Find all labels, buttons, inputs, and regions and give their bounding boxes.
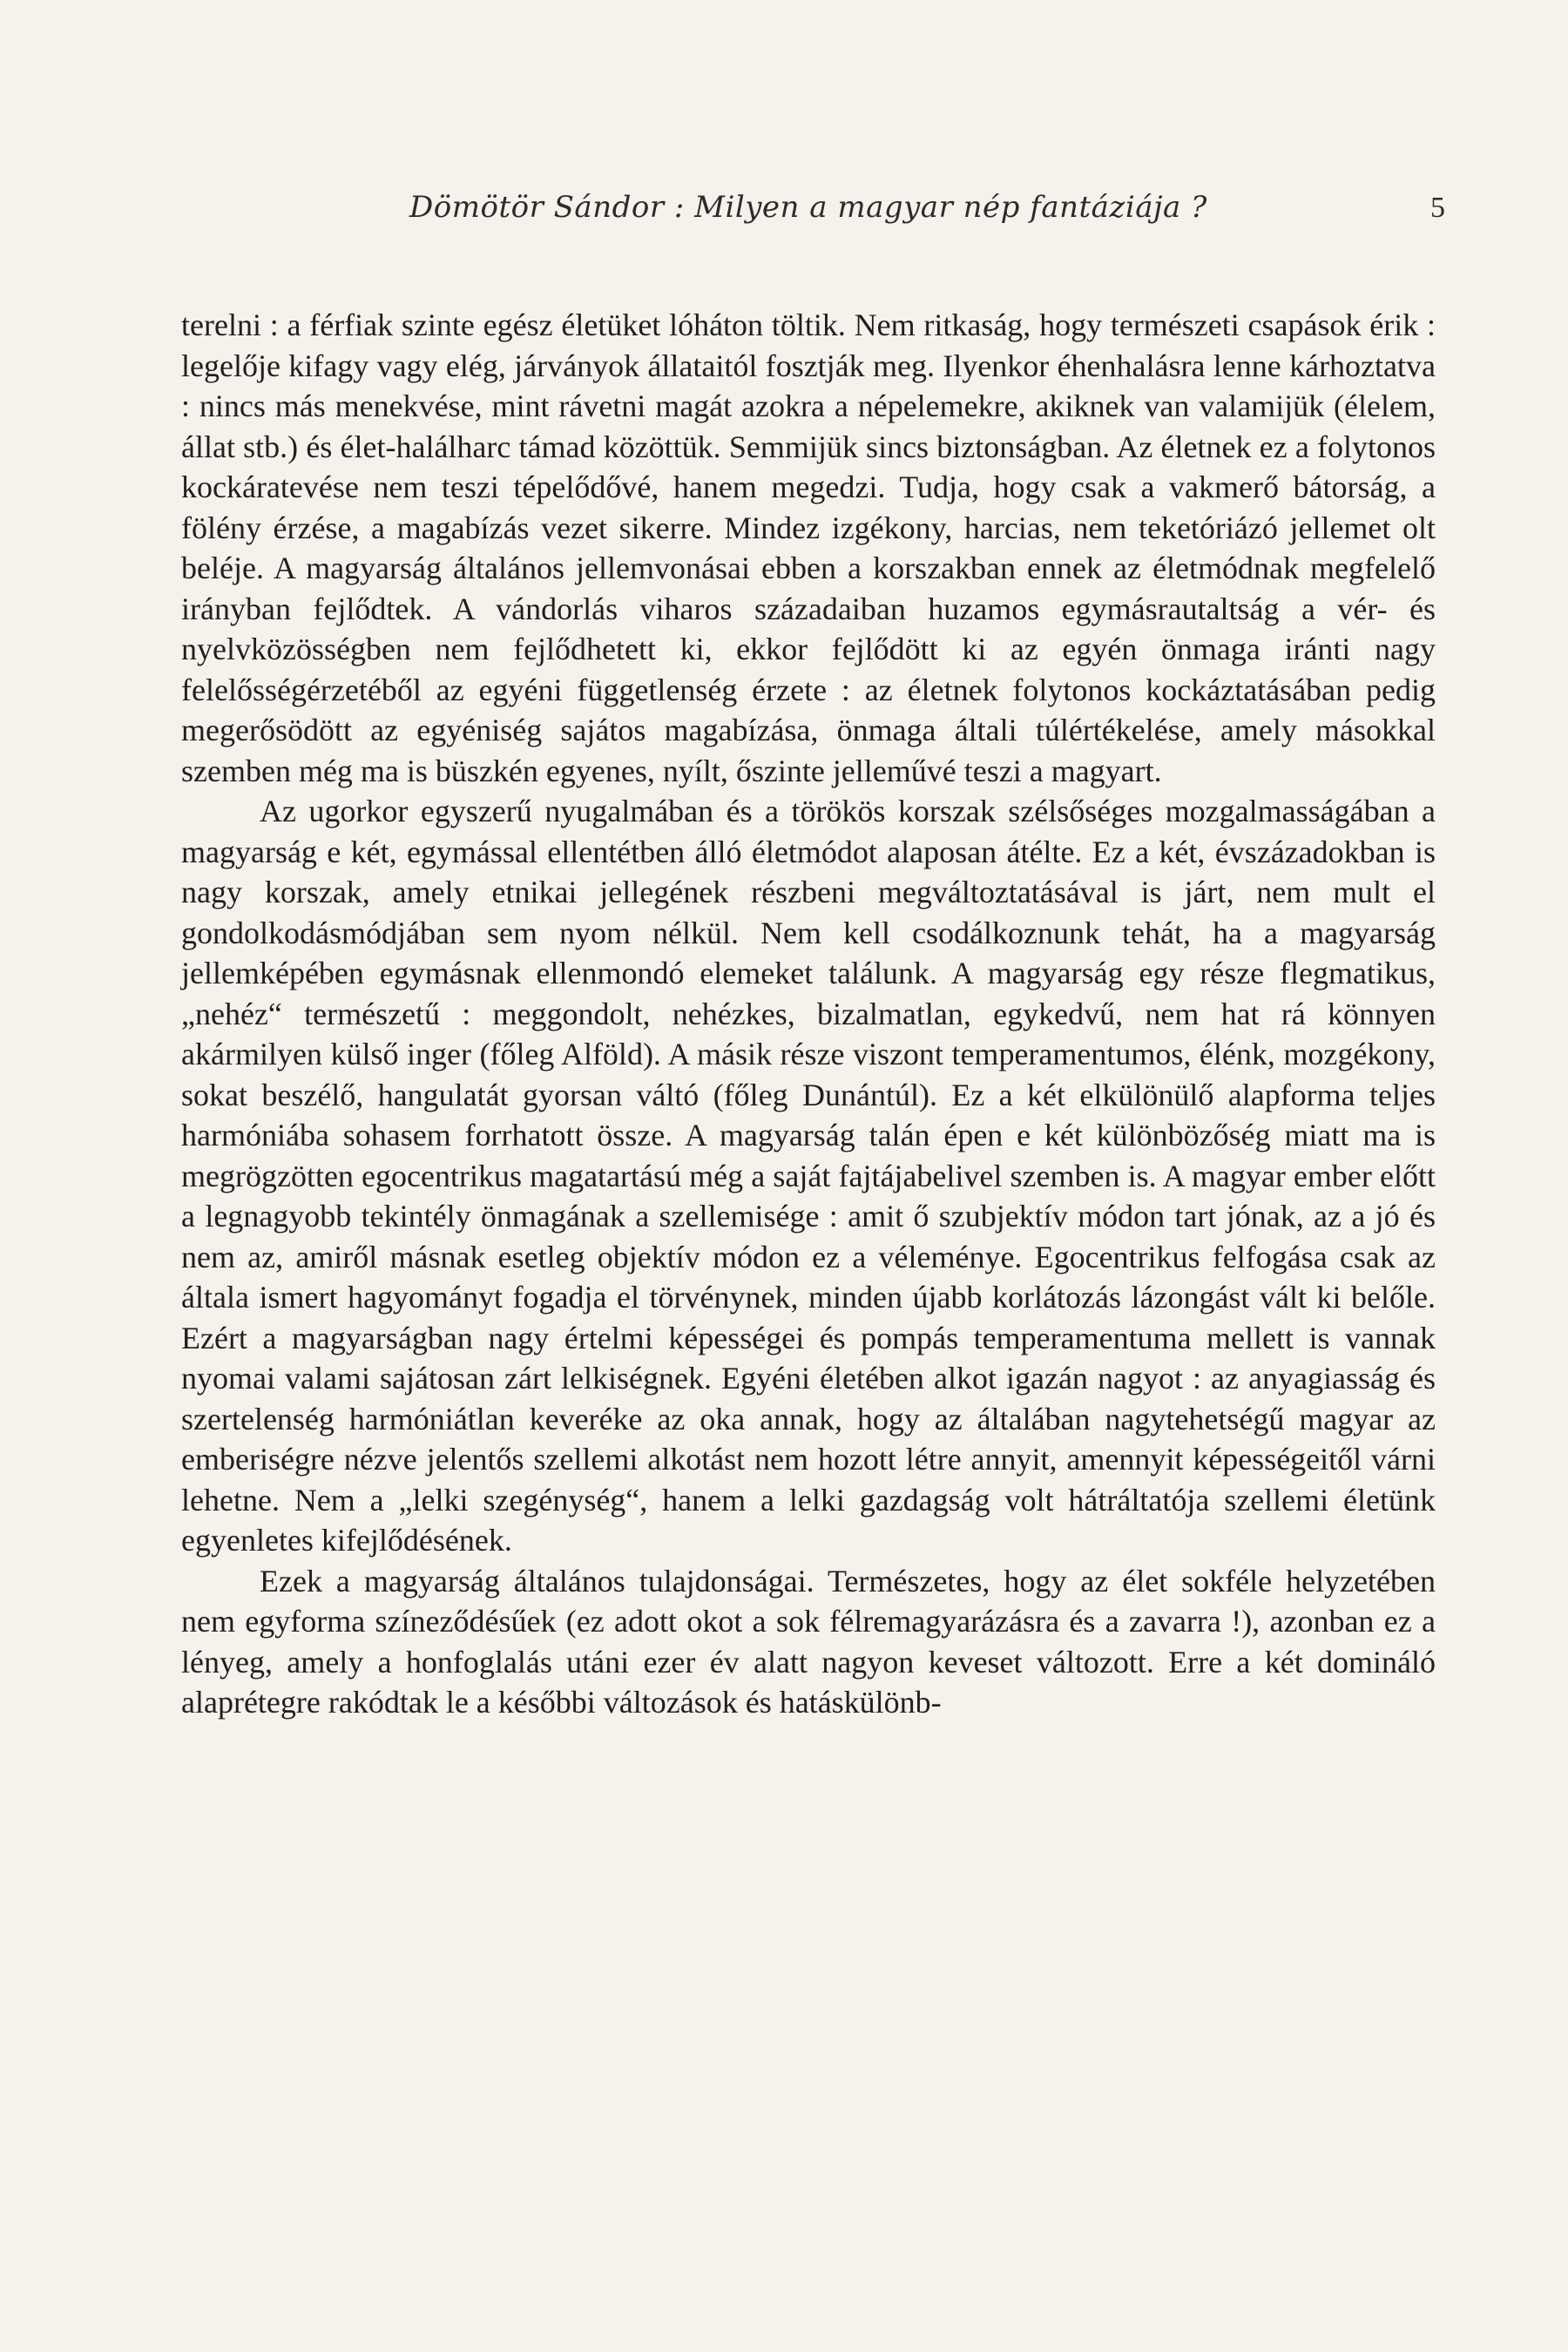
paragraph-1: terelni : a férfiak szinte egész életüket lóháton töltik. Nem ritkaság, hogy természeti csapások érik : legelője kifagy vagy elég, járványok állataitól fosztják meg. Ilyenkor éhenhalásra lenne kárhoztatva : nincs más menekvése, mint rávetni magát azokra a népelemekre, akiknek van valamijük (élelem, állat stb.) és élet-halálharc támad közöttük. Semmijük sincs biztonságban. Az életnek ez a folytonos kockáratevése nem teszi tépelődővé, hanem megedzi. Tudja, hogy csak a vakmerő bátorság, a fölény érzése, a magabízás vezet sikerre. Mindez izgékony, harcias, nem teketóriázó jellemet olt beléje. A magyarság általános jellemvonásai ebben a korszakban ennek az életmódnak megfelelő irányban fejlődtek. A vándorlás viharos századaiban huzamos egymásrautaltság a vér- és nyelvközösségben nem fejlődhetett ki, ekkor fejlődött ki az egyén önmaga iránti nagy felelősségérzetéből az egyéni függetlenség érzete : az életnek folytonos kockáztatásában pedig megerősödött az egyéniség sajátos magabízása, önmaga általi túlértékelése, amely másokkal szemben még ma is büszkén egyenes, nyílt, őszinte jelleművé teszi a magyart.: [181, 308, 1436, 788]
paragraph-2: Az ugorkor egyszerű nyugalmában és a törökös korszak szélsőséges mozgalmasságában a magyarság e két, egymással ellentétben álló életmódot alaposan átélte. Ez a két, évszázadokban is nagy korszak, amely etnikai jellegének részbeni megváltoztatásával is járt, nem mult el gondolkodásmódjában sem nyom nélkül. Nem kell csodálkoznunk tehát, ha a magyarság jellemképében egymásnak ellenmondó elemeket találunk. A magyarság egy része flegmatikus, „nehéz“ természetű : meggondolt, nehézkes, bizalmatlan, egykedvű, nem hat rá könnyen akármilyen külső inger (főleg Alföld). A másik része viszont temperamentumos, élénk, mozgékony, sokat beszélő, hangulatát gyorsan váltó (főleg Dunántúl). Ez a két elkülönülő alapforma teljes harmóniába sohasem forrhatott össze. A magyarság talán épen e két különbözőség miatt ma is megrögzötten egocentrikus magatartású még a saját fajtájabelivel szemben is. A magyar ember előtt a legnagyobb tekintély önmagának a szellemisége : amit ő szubjektív módon tart jónak, az a jó és nem az, amiről másnak esetleg objektív módon ez a véleménye. Egocentrikus felfogása csak az általa ismert hagyományt fogadja el törvénynek, minden újabb korlátozás lázongást vált ki belőle. Ezért a magyarságban nagy értelmi képességei és pompás temperamentuma mellett is vannak nyomai valami sajátosan zárt lelkiségnek. Egyéni életében alkot igazán nagyot : az anyagiasság és szertelenség harmóniátlan keveréke az oka annak, hogy az általában nagytehetségű magyar az emberiségre nézve jelentős szellemi alkotást nem hozott létre annyit, amennyit képességeitől várni lehetne. Nem a „lelki szegénység“, hanem a lelki gazdagság volt hátráltatója szellemi életünk egyenletes kifejlődésének.: [181, 794, 1436, 1558]
body-text: [181, 305, 1436, 1723]
page-number: 5: [1430, 192, 1445, 224]
running-title: Dömötör Sándor : Milyen a magyar nép fantáziája ?: [409, 190, 1207, 225]
paragraph-3: Ezek a magyarság általános tulajdonságai. Természetes, hogy az élet sokféle helyzetében nem egyforma színeződésűek (ez adott okot a sok félremagyarázásra és a zavarra !), azonban ez a lényeg, amely a honfoglalás utáni ezer év alatt nagyon keveset változott. Erre a két domináló alaprétegre rakódtak le a későbbi változások és hatáskülönb-: [181, 1563, 1436, 1720]
